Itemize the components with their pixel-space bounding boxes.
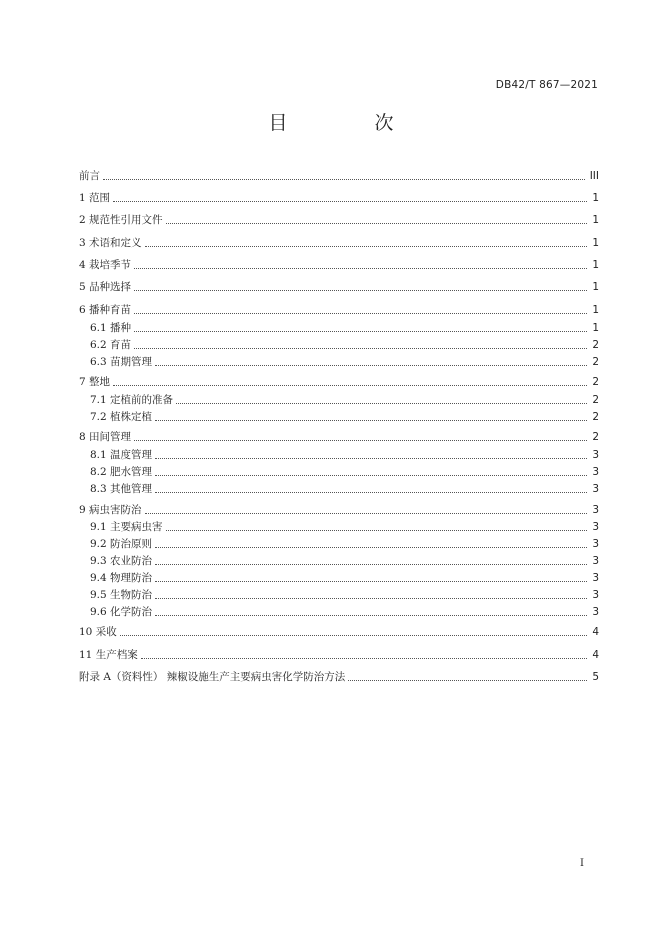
toc-leader-dots xyxy=(134,254,587,269)
toc-entry[interactable] xyxy=(79,169,599,183)
toc-entry[interactable] xyxy=(79,625,599,639)
toc-entry[interactable] xyxy=(79,670,599,684)
toc-entry[interactable] xyxy=(79,355,599,369)
toc-entry[interactable] xyxy=(79,338,599,352)
toc-entry-label: 7.2 植株定植 xyxy=(90,411,153,423)
toc-entry-label: 9.4 物理防治 xyxy=(90,572,153,584)
toc-entry[interactable] xyxy=(79,393,599,407)
toc-entry-label: 9 病虫害防治 xyxy=(79,504,142,516)
toc-entry-page: 2 xyxy=(592,394,599,406)
toc-entry-label: 9.1 主要病虫害 xyxy=(90,521,163,533)
toc-entry[interactable] xyxy=(79,430,599,444)
toc-entry[interactable] xyxy=(79,321,599,335)
toc-leader-dots xyxy=(113,187,587,202)
toc-entry-page: 3 xyxy=(592,449,599,461)
page-title: 目 次 xyxy=(268,112,428,134)
toc-entry-page: 5 xyxy=(592,671,599,683)
toc-entry-page: 1 xyxy=(592,281,599,293)
toc-entry-page: 4 xyxy=(592,649,599,661)
toc-entry-label: 8 田间管理 xyxy=(79,431,132,443)
toc-leader-dots xyxy=(113,371,587,386)
toc-entry[interactable] xyxy=(79,303,599,317)
toc-entry-page: 2 xyxy=(592,356,599,368)
toc-leader-dots xyxy=(166,209,588,224)
toc-entry-page: 3 xyxy=(592,589,599,601)
toc-entry[interactable] xyxy=(79,503,599,517)
toc-leader-dots xyxy=(120,621,588,636)
toc-entry-label: 1 范围 xyxy=(79,192,111,204)
toc-leader-dots xyxy=(134,276,587,291)
toc-entry[interactable] xyxy=(79,482,599,496)
document-code: DB42/T 867—2021 xyxy=(495,79,598,91)
toc-entry[interactable] xyxy=(79,375,599,389)
toc-entry[interactable] xyxy=(79,605,599,619)
toc-entry-label: 前言 xyxy=(79,170,100,182)
toc-entry-label: 7 整地 xyxy=(79,376,111,388)
toc-entry-page: 1 xyxy=(592,237,599,249)
toc-entry-label: 6 播种育苗 xyxy=(79,304,132,316)
toc-leader-dots xyxy=(155,550,587,565)
toc-leader-dots xyxy=(134,426,587,441)
toc-entry-page: 1 xyxy=(592,304,599,316)
toc-leader-dots xyxy=(155,584,587,599)
toc-entry-page: 3 xyxy=(592,521,599,533)
toc-leader-dots xyxy=(134,299,587,314)
toc-entry-label: 6.3 苗期管理 xyxy=(90,356,153,368)
toc-leader-dots xyxy=(155,601,587,616)
toc-entry-page: 3 xyxy=(592,555,599,567)
toc-entry-label: 8.2 肥水管理 xyxy=(90,466,153,478)
toc-entry-label: 附录 A（资料性） 辣椒设施生产主要病虫害化学防治方法 xyxy=(79,671,346,683)
toc-entry-page: III xyxy=(589,170,599,182)
toc-entry-page: 3 xyxy=(592,504,599,516)
toc-leader-dots xyxy=(134,317,587,332)
toc-entry-label: 9.3 农业防治 xyxy=(90,555,153,567)
toc-entry-label: 5 品种选择 xyxy=(79,281,132,293)
toc-entry-label: 11 生产档案 xyxy=(79,649,138,661)
toc-entry-label: 8.3 其他管理 xyxy=(90,483,153,495)
toc-leader-dots xyxy=(155,406,587,421)
toc-entry-page: 1 xyxy=(592,322,599,334)
toc-entry-page: 2 xyxy=(592,411,599,423)
toc-entry-label: 9.6 化学防治 xyxy=(90,606,153,618)
toc-leader-dots xyxy=(134,334,587,349)
toc-leader-dots xyxy=(155,478,587,493)
toc-entry-label: 6.2 育苗 xyxy=(90,339,132,351)
page-number: I xyxy=(580,858,584,869)
toc-entry-page: 3 xyxy=(592,572,599,584)
toc-entry-page: 1 xyxy=(592,192,599,204)
toc-entry[interactable] xyxy=(79,520,599,534)
toc-entry-page: 2 xyxy=(592,339,599,351)
toc-entry[interactable] xyxy=(79,588,599,602)
toc-leader-dots xyxy=(176,389,587,404)
toc-leader-dots xyxy=(155,351,587,366)
toc-entry[interactable] xyxy=(79,280,599,294)
toc-leader-dots xyxy=(155,533,587,548)
toc-entry[interactable] xyxy=(79,191,599,205)
toc-entry[interactable] xyxy=(79,410,599,424)
toc-entry-page: 3 xyxy=(592,538,599,550)
toc-entry-page: 1 xyxy=(592,214,599,226)
toc-entry-page: 2 xyxy=(592,431,599,443)
toc-entry[interactable] xyxy=(79,213,599,227)
toc-entry[interactable] xyxy=(79,448,599,462)
toc-entry-page: 2 xyxy=(592,376,599,388)
toc-entry-page: 3 xyxy=(592,606,599,618)
toc-entry-label: 2 规范性引用文件 xyxy=(79,214,163,226)
toc-entry-label: 9.5 生物防治 xyxy=(90,589,153,601)
toc-entry-page: 3 xyxy=(592,466,599,478)
toc-leader-dots xyxy=(155,461,587,476)
toc-entry[interactable] xyxy=(79,465,599,479)
toc-entry-label: 6.1 播种 xyxy=(90,322,132,334)
toc-entry[interactable] xyxy=(79,571,599,585)
toc-entry[interactable] xyxy=(79,537,599,551)
toc-entry-label: 8.1 温度管理 xyxy=(90,449,153,461)
toc-leader-dots xyxy=(145,499,588,514)
toc-entry-label: 3 术语和定义 xyxy=(79,237,142,249)
toc-leader-dots xyxy=(155,444,587,459)
toc-entry[interactable] xyxy=(79,236,599,250)
toc-entry-label: 4 栽培季节 xyxy=(79,259,132,271)
toc-entry-label: 7.1 定植前的准备 xyxy=(90,394,174,406)
toc-leader-dots xyxy=(155,567,587,582)
toc-leader-dots xyxy=(348,666,587,681)
toc-leader-dots xyxy=(103,165,585,180)
toc-entry[interactable] xyxy=(79,554,599,568)
toc-entry-page: 4 xyxy=(592,626,599,638)
toc-entry-page: 1 xyxy=(592,259,599,271)
toc-entry[interactable] xyxy=(79,648,599,662)
toc-leader-dots xyxy=(166,516,588,531)
toc-entry-label: 9.2 防治原则 xyxy=(90,538,153,550)
toc-leader-dots xyxy=(145,232,588,247)
toc-entry-label: 10 采收 xyxy=(79,626,117,638)
toc-entry[interactable] xyxy=(79,258,599,272)
toc-entry-page: 3 xyxy=(592,483,599,495)
toc-leader-dots xyxy=(141,644,588,659)
